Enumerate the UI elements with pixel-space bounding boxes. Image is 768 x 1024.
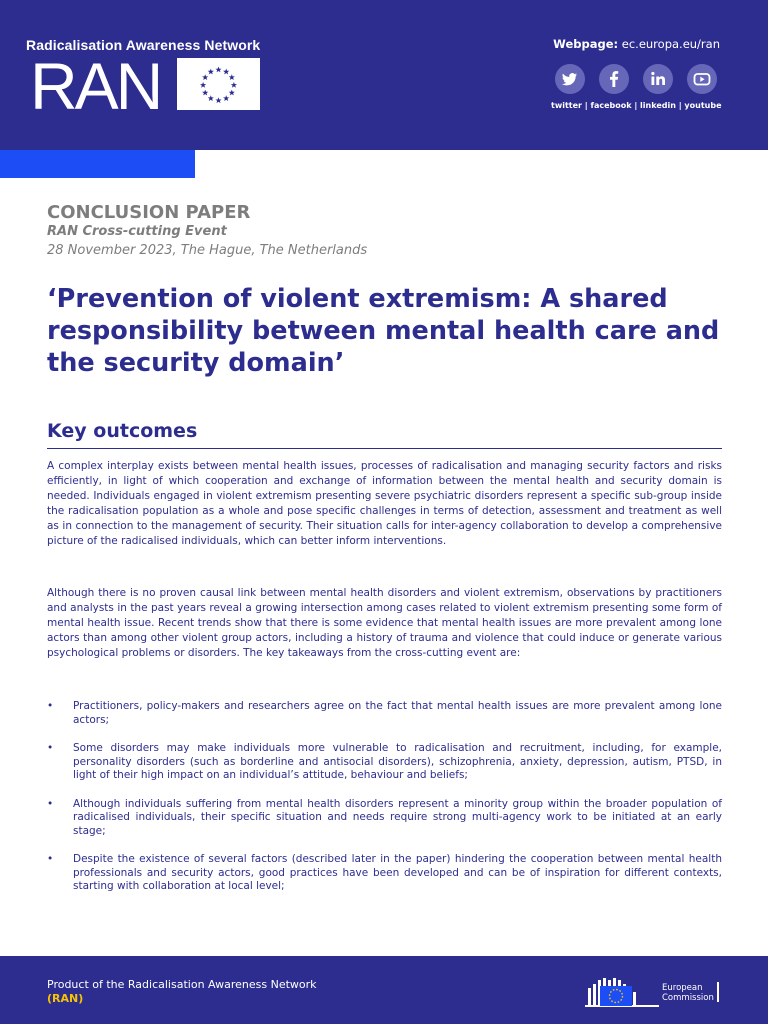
bullet-icon: • [47, 742, 54, 754]
list-item [47, 798, 722, 839]
footer-ran-label: (RAN) [47, 992, 84, 1005]
document-event: RAN Cross-cutting Event [47, 224, 227, 239]
takeaways-list [47, 700, 722, 909]
ec-divider [717, 982, 719, 1002]
key-outcomes-heading: Key outcomes [47, 420, 722, 449]
ran-logo: RAN [30, 49, 161, 123]
facebook-icon[interactable] [599, 64, 629, 94]
footer-banner [0, 956, 768, 1024]
bullet-icon: • [47, 797, 54, 810]
webpage-link[interactable]: ec.europa.eu/ran [621, 37, 720, 51]
twitter-icon[interactable] [555, 64, 585, 94]
list-item-text: Although individuals suffering from mental health disorders represent a minority group within the broader population of radicalised individuals, their specific situation and needs require strong multi-agency work to be initiated at an early stage; [73, 797, 722, 837]
social-links [555, 64, 720, 94]
eu-flag-icon [177, 58, 260, 110]
list-item-text: Despite the existence of several factors (described later in the paper) hindering the cooperation between mental health professionals and security actors, good practices have been developed and can be of inspiration for different contexts, starting with collaboration at local level; [73, 853, 722, 892]
document-type: CONCLUSION PAPER [47, 202, 251, 223]
footer-product-text: Product of the Radicalisation Awareness Network [47, 978, 317, 991]
social-labels: twitter | facebook | linkedin | youtube [551, 101, 722, 110]
european-commission-label [662, 983, 714, 1003]
body-paragraph: A complex interplay exists between mental health issues, processes of radicalisation and managing security factors and risks efficiently, in light of which cooperation and exchange of information between the mental health and security domain is needed. Individuals engaged in violent extremism presenting severe psychiatric disorders represent a specific sub-group inside the radicalisation population as a whole and pose specific challenges in terms of detection, assessment and treatment as well as in connection to the management of security. Their situation calls for inter-agency collaboration to develop a comprehensive picture of the radicalised individuals, which can better inform interventions. [47, 460, 722, 547]
list-item-text: Some disorders may make individuals more vulnerable to radicalisation and recruitment, including, for example, personality disorders (such as borderline and antisocial disorders), schizophrenia, anxiety, depression, autism, PTSD, in light of their high impact on an individual’s attitude, behaviour and beliefs; [73, 742, 722, 781]
network-name: Radicalisation Awareness Network [26, 37, 261, 53]
list-item [47, 853, 722, 894]
document-title: ‘Prevention of violent extremism: A shared responsibility between mental health care and the security domain’ [47, 284, 720, 378]
list-item-text: Practitioners, policy-makers and researchers agree on the fact that mental health issues are more prevalent among lone actors; [73, 700, 722, 726]
accent-stripe [0, 150, 195, 178]
webpage-info [553, 37, 720, 51]
list-item [47, 742, 722, 783]
body-paragraph: Although there is no proven causal link between mental health disorders and violent extremism, observations by practitioners and analysts in the past years reveal a growing intersection among cases related to violent extremism presenting some form of mental health issue. Recent trends show that there is some evidence that mental health issues are more prevalent among lone actors than among other violent group actors, including a history of trauma and violence that could induce or generate various psychological problems or disorders. The key takeaways from the cross-cutting event are: [47, 587, 722, 659]
webpage-label: Webpage: [553, 37, 619, 51]
list-item [47, 700, 722, 727]
ec-line-1: European [662, 983, 703, 993]
ec-line-2: Commission [662, 993, 714, 1003]
document-date-location: 28 November 2023, The Hague, The Netherlands [47, 243, 368, 258]
youtube-icon[interactable] [687, 64, 717, 94]
header-banner [0, 0, 768, 150]
bullet-icon: • [47, 700, 54, 712]
linkedin-icon[interactable] [643, 64, 673, 94]
bullet-icon: • [47, 853, 54, 865]
